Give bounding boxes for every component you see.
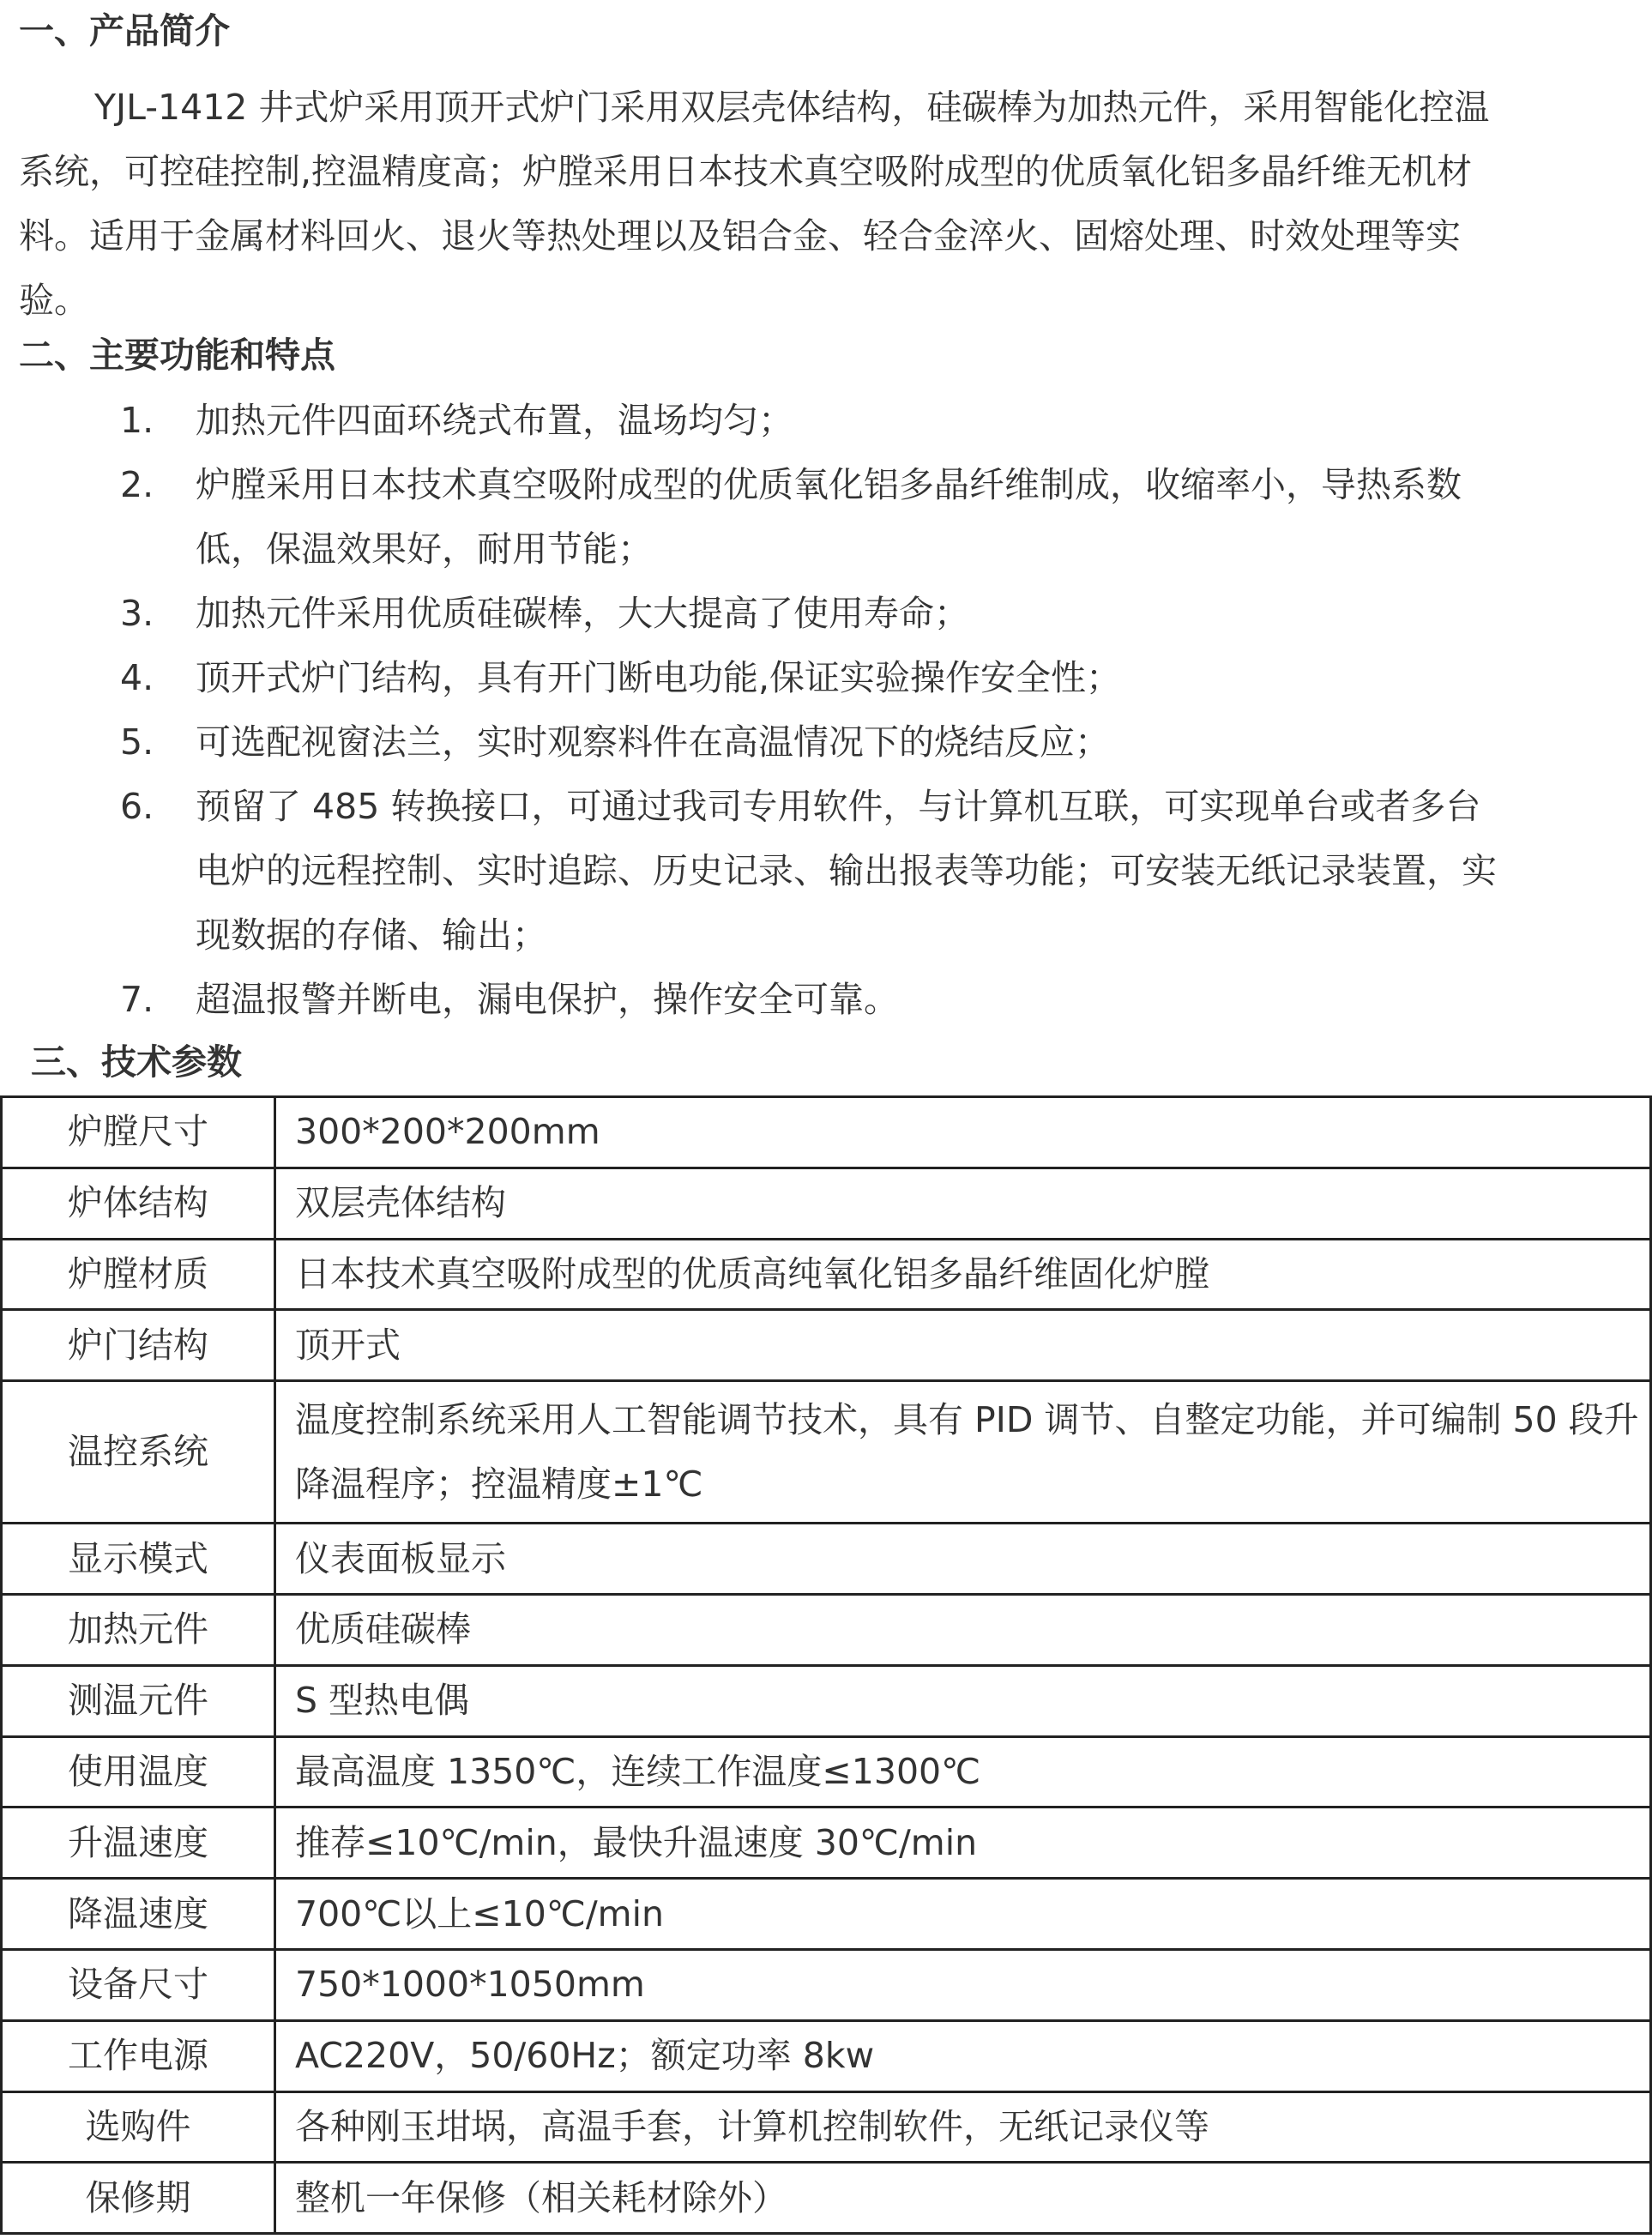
spec-value: 顶开式 <box>275 1310 1651 1381</box>
table-row <box>2 1949 1651 2020</box>
feature-text: 炉膛采用日本技术真空吸附成型的优质氧化铝多晶纤维制成，收缩率小，导热系数低，保温效果好，耐用节能； <box>196 464 1462 570</box>
feature-text: 超温报警并断电，漏电保护，操作安全可靠。 <box>196 979 899 1020</box>
feature-number: 6. <box>120 786 154 827</box>
feature-item <box>0 775 1510 968</box>
feature-number: 5. <box>120 721 154 763</box>
feature-item <box>0 582 1510 646</box>
spec-label: 炉膛材质 <box>2 1239 275 1310</box>
feature-item <box>0 710 1510 775</box>
feature-text: 顶开式炉门结构，具有开门断电功能,保证实验操作安全性； <box>196 657 1122 698</box>
section-title-intro: 一、产品简介 <box>19 10 230 51</box>
spec-label: 测温元件 <box>2 1665 275 1736</box>
spec-label: 升温速度 <box>2 1807 275 1879</box>
spec-value: AC220V，50/60Hz；额定功率 8kw <box>275 2020 1651 2091</box>
feature-text: 加热元件采用优质硅碳棒，大大提高了使用寿命； <box>196 593 969 634</box>
spec-label: 温控系统 <box>2 1381 275 1524</box>
spec-value: 750*1000*1050mm <box>275 1949 1651 2020</box>
table-row <box>2 1879 1651 1950</box>
spec-value: 日本技术真空吸附成型的优质高纯氧化铝多晶纤维固化炉膛 <box>275 1239 1651 1310</box>
table-row <box>2 2020 1651 2091</box>
spec-value: 仪表面板显示 <box>275 1524 1651 1595</box>
spec-value: S 型热电偶 <box>275 1665 1651 1736</box>
table-row <box>2 1381 1651 1524</box>
table-row <box>2 2163 1651 2234</box>
spec-label: 选购件 <box>2 2091 275 2163</box>
spec-label: 工作电源 <box>2 2020 275 2091</box>
table-row <box>2 1168 1651 1239</box>
feature-item <box>0 453 1510 582</box>
spec-value: 整机一年保修（相关耗材除外） <box>275 2163 1651 2234</box>
feature-number: 7. <box>120 979 154 1020</box>
spec-label: 炉体结构 <box>2 1168 275 1239</box>
table-row <box>2 1310 1651 1381</box>
spec-label: 显示模式 <box>2 1524 275 1595</box>
spec-table <box>0 1095 1652 2235</box>
intro-paragraph: YJL-1412 井式炉采用顶开式炉门采用双层壳体结构，硅碳棒为加热元件，采用智能化控温系统，可控硅控制,控温精度高；炉膛采用日本技术真空吸附成型的优质氧化铝多晶纤维无机材料。适用于金属材料回火、退火等热处理以及铝合金、轻合金淬火、固熔处理、时效处理等实验。 <box>19 87 1490 321</box>
table-row <box>2 1097 1651 1168</box>
feature-item <box>0 968 1510 1032</box>
spec-value: 优质硅碳棒 <box>275 1594 1651 1665</box>
table-row <box>2 1665 1651 1736</box>
feature-text: 可选配视窗法兰，实时观察料件在高温情况下的烧结反应； <box>196 721 1110 763</box>
table-row <box>2 1807 1651 1879</box>
spec-value: 推荐≤10℃/min，最快升温速度 30℃/min <box>275 1807 1651 1879</box>
feature-list <box>0 389 1652 1032</box>
spec-label: 使用温度 <box>2 1736 275 1807</box>
spec-value: 各种刚玉坩埚，高温手套，计算机控制软件，无纸记录仪等 <box>275 2091 1651 2163</box>
spec-value: 700℃以上≤10℃/min <box>275 1879 1651 1950</box>
spec-value: 最高温度 1350℃，连续工作温度≤1300℃ <box>275 1736 1651 1807</box>
spec-label: 炉门结构 <box>2 1310 275 1381</box>
spec-label: 保修期 <box>2 2163 275 2234</box>
table-row <box>2 1239 1651 1310</box>
spec-value: 双层壳体结构 <box>275 1168 1651 1239</box>
feature-text: 加热元件四面环绕式布置，温场均匀； <box>196 400 793 441</box>
table-row <box>2 1594 1651 1665</box>
feature-item <box>0 389 1510 453</box>
section-title-features: 二、主要功能和特点 <box>19 335 335 376</box>
feature-number: 1. <box>120 400 154 441</box>
spec-label: 加热元件 <box>2 1594 275 1665</box>
feature-number: 4. <box>120 657 154 698</box>
feature-number: 2. <box>120 464 154 505</box>
feature-text: 预留了 485 转换接口，可通过我司专用软件，与计算机互联，可实现单台或者多台电炉的远程控制、实时追踪、历史记录、输出报表等功能；可安装无纸记录装置，实现数据的存储、输出； <box>196 786 1497 956</box>
spec-label: 降温速度 <box>2 1879 275 1950</box>
spec-label: 炉膛尺寸 <box>2 1097 275 1168</box>
table-row <box>2 2091 1651 2163</box>
feature-item <box>0 646 1510 710</box>
table-row <box>2 1736 1651 1807</box>
feature-number: 3. <box>120 593 154 634</box>
spec-value: 温度控制系统采用人工智能调节技术，具有 PID 调节、自整定功能，并可编制 50 段升降温程序；控温精度±1℃ <box>275 1381 1651 1524</box>
spec-label: 设备尺寸 <box>2 1949 275 2020</box>
spec-value: 300*200*200mm <box>275 1097 1651 1168</box>
table-row <box>2 1524 1651 1595</box>
section-title-specs: 三、技术参数 <box>31 1041 242 1083</box>
